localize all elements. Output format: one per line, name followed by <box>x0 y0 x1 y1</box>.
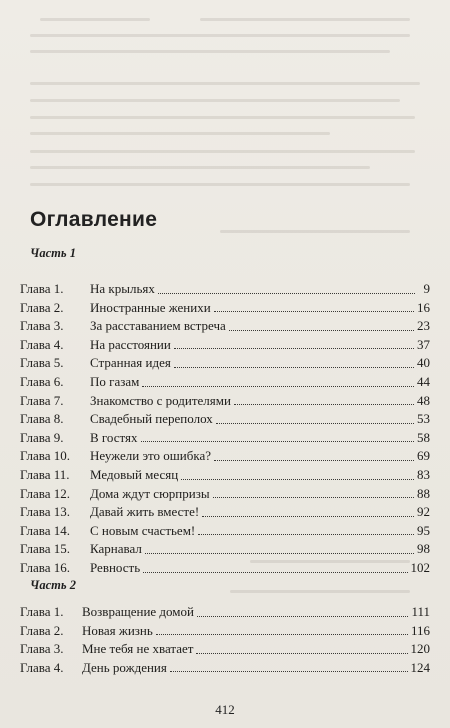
chapter-number: Глава 8. <box>20 411 64 427</box>
chapter-page: 53 <box>417 411 430 427</box>
toc-entry <box>20 559 430 577</box>
toc-entry <box>20 336 430 354</box>
dot-leader <box>181 479 414 480</box>
chapter-page: 48 <box>417 392 430 408</box>
chapter-page: 116 <box>410 622 430 638</box>
chapter-page: 102 <box>410 560 430 575</box>
chapter-page: 95 <box>417 522 430 538</box>
toc-entry <box>20 485 430 503</box>
dot-leader <box>197 616 408 617</box>
dot-leader <box>202 516 414 517</box>
dot-leader <box>145 553 414 554</box>
dot-leader <box>216 423 414 424</box>
chapter-title: День рождения <box>82 659 167 675</box>
chapter-title: На крыльях <box>90 281 155 296</box>
chapter-page: 58 <box>417 429 430 445</box>
chapter-page: 83 <box>417 467 430 482</box>
dot-leader <box>158 293 415 294</box>
chapter-title: Новая жизнь <box>82 622 153 638</box>
chapter-number: Глава 3. <box>20 641 64 657</box>
chapter-title: Знакомство с родителями <box>90 392 231 408</box>
toc-entry <box>20 354 430 372</box>
toc-entry <box>20 392 430 410</box>
toc-entry <box>20 429 430 447</box>
toc-entry <box>20 659 430 677</box>
toc-entry <box>20 466 430 484</box>
chapter-page: 88 <box>417 485 430 501</box>
chapter-title: Давай жить вместе! <box>90 504 200 520</box>
dot-leader <box>156 634 408 635</box>
chapter-page: 16 <box>417 299 430 315</box>
toc-title: Оглавление <box>30 208 158 231</box>
chapter-page: 120 <box>410 641 430 657</box>
chapter-number: Глава 10. <box>20 448 71 464</box>
chapter-number: Глава 15. <box>20 541 71 557</box>
chapter-number: Глава 6. <box>20 374 64 389</box>
toc-entry <box>20 540 430 558</box>
chapter-title: Медовый месяц <box>90 467 179 482</box>
chapter-title: Свадебный переполох <box>90 411 213 427</box>
part-1-heading: Часть 1 <box>30 246 76 260</box>
chapter-number: Глава 9. <box>20 429 64 445</box>
chapter-title: С новым счастьем! <box>90 522 196 538</box>
part-2-heading: Часть 2 <box>30 578 76 592</box>
chapter-number: Глава 4. <box>20 659 64 675</box>
chapter-title: В гостях <box>90 429 138 445</box>
dot-leader <box>141 441 414 442</box>
dot-leader <box>214 311 414 312</box>
dot-leader <box>229 330 414 331</box>
toc-entry <box>20 603 430 621</box>
chapter-page: 40 <box>417 355 430 371</box>
chapter-page: 69 <box>417 448 430 464</box>
toc-entry <box>20 622 430 640</box>
toc-entry <box>20 447 430 465</box>
chapter-number: Глава 3. <box>20 318 64 334</box>
chapter-number: Глава 2. <box>20 299 64 315</box>
toc-entry <box>20 640 430 658</box>
toc-entry <box>20 299 430 317</box>
page-number: 412 <box>215 702 235 717</box>
dot-leader <box>234 404 414 405</box>
dot-leader <box>142 386 414 387</box>
chapter-number: Глава 7. <box>20 392 64 408</box>
chapter-page: 111 <box>411 604 430 619</box>
dot-leader <box>214 460 414 461</box>
chapter-title: По газам <box>90 374 140 389</box>
chapter-number: Глава 11. <box>20 467 70 482</box>
chapter-number: Глава 5. <box>20 355 64 371</box>
dot-leader <box>143 572 407 573</box>
chapter-number: Глава 16. <box>20 560 71 575</box>
chapter-title: Дома ждут сюрпризы <box>90 485 210 501</box>
dot-leader <box>198 534 414 535</box>
chapter-number: Глава 1. <box>20 604 64 619</box>
chapter-page: 124 <box>410 659 430 675</box>
chapter-title: Иностранные женихи <box>90 299 211 315</box>
chapter-number: Глава 14. <box>20 522 71 538</box>
chapter-number: Глава 13. <box>20 504 71 520</box>
chapter-page: 23 <box>417 318 430 334</box>
chapter-title: Странная идея <box>90 355 171 371</box>
dot-leader <box>170 671 408 672</box>
chapter-page: 44 <box>417 374 430 389</box>
chapter-title: Возвращение домой <box>82 604 194 619</box>
toc-entry <box>20 317 430 335</box>
chapter-title: За расставанием встреча <box>90 318 226 334</box>
chapter-title: Мне тебя не хватает <box>82 641 194 657</box>
chapter-page: 98 <box>417 541 430 557</box>
chapter-number: Глава 1. <box>20 281 64 296</box>
toc-entry <box>20 522 430 540</box>
chapter-number: Глава 2. <box>20 622 64 638</box>
chapter-page: 92 <box>417 504 430 520</box>
dot-leader <box>174 348 414 349</box>
chapter-title: На расстоянии <box>90 336 171 352</box>
chapter-title: Карнавал <box>90 541 142 557</box>
chapter-title: Неужели это ошибка? <box>90 448 212 464</box>
toc-entry <box>20 503 430 521</box>
dot-leader <box>196 653 407 654</box>
chapter-number: Глава 12. <box>20 485 71 501</box>
chapter-page: 37 <box>417 336 430 352</box>
dot-leader <box>174 367 414 368</box>
chapter-title: Ревность <box>90 560 141 575</box>
toc-entry <box>20 373 430 391</box>
chapter-page: 9 <box>423 281 430 296</box>
toc-entry <box>20 280 430 298</box>
dot-leader <box>213 497 414 498</box>
chapter-number: Глава 4. <box>20 336 64 352</box>
toc-entry <box>20 410 430 428</box>
